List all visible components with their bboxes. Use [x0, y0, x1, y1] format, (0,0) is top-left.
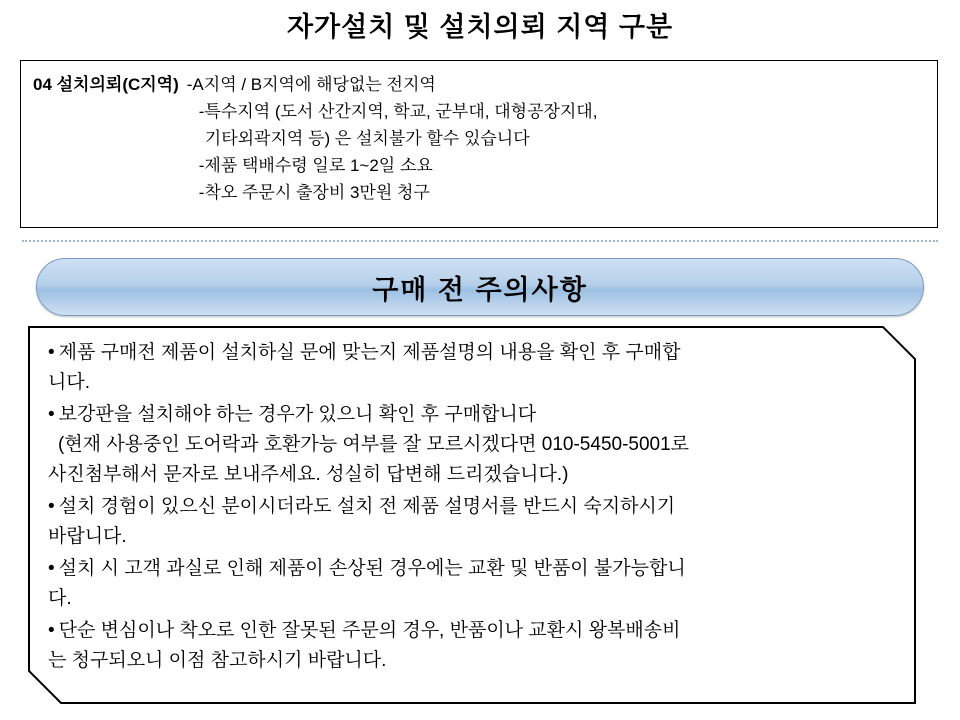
bullet-icon: •	[48, 342, 55, 363]
install-request-line-3: 기타외곽지역 등) 은 설치불가 할수 있습니다	[204, 129, 530, 148]
list-item-line: 다.	[48, 588, 72, 609]
install-request-line-1: -A지역 / B지역에 해당없는 전지역	[186, 75, 436, 94]
install-request-lines	[187, 71, 598, 206]
list-item-text: 단순 변심이나 착오로 인한 잘못된 주문의 경우, 반품이나 교환시 왕복배송비	[58, 620, 681, 641]
list-item	[48, 492, 898, 552]
list-item-text: 설치 경험이 있으신 분이시더라도 설치 전 제품 설명서를 반드시 숙지하시기	[58, 496, 676, 517]
install-request-line-2: -특수지역 (도서 산간지역, 학교, 군부대, 대형공장지대,	[198, 102, 598, 121]
dotted-divider	[22, 240, 938, 242]
list-item-line: 는 청구되오니 이점 참고하시기 바랍니다.	[48, 650, 387, 671]
precautions-box	[28, 326, 916, 704]
list-item-line	[48, 400, 898, 430]
list-item	[48, 338, 898, 398]
install-request-line-5: -착오 주문시 출장비 3만원 청구	[198, 183, 430, 202]
list-item-text: 보강판을 설치해야 하는 경우가 있으니 확인 후 구매합니다	[58, 404, 537, 425]
list-item-line	[48, 492, 898, 522]
precautions-banner	[36, 258, 924, 316]
install-request-label: 04 설치의뢰(C지역)	[33, 75, 179, 94]
list-item-line	[48, 616, 898, 646]
bullet-icon: •	[48, 558, 55, 579]
list-item-line	[48, 338, 898, 368]
list-item-line: 바랍니다.	[48, 526, 127, 547]
page-title: 자가설치 및 설치의뢰 지역 구분	[286, 12, 674, 42]
list-item	[48, 400, 898, 490]
precautions-list	[48, 338, 898, 678]
precautions-banner-label: 구매 전 주의사항	[372, 274, 588, 305]
install-request-box	[20, 60, 938, 228]
list-item-line: 사진첨부해서 문자로 보내주세요. 성실히 답변해 드리겠습니다.)	[48, 464, 569, 485]
bullet-icon: •	[48, 620, 55, 641]
bullet-icon: •	[48, 496, 55, 517]
list-item-line: (현재 사용중인 도어락과 호환가능 여부를 잘 모르시겠다면 010-5450-5001로	[58, 434, 690, 455]
list-item-line: 니다.	[48, 372, 90, 393]
list-item	[48, 616, 898, 676]
list-item-line	[48, 554, 898, 584]
list-item-text: 제품 구매전 제품이 설치하실 문에 맞는지 제품설명의 내용을 확인 후 구매합	[58, 342, 681, 363]
list-item	[48, 554, 898, 614]
install-request-line-4: -제품 택배수령 일로 1~2일 소요	[198, 156, 433, 175]
install-request-box-inner	[21, 61, 937, 206]
list-item-text: 설치 시 고객 과실로 인해 제품이 손상된 경우에는 교환 및 반품이 불가능합니	[58, 558, 686, 579]
bullet-icon: •	[48, 404, 55, 425]
